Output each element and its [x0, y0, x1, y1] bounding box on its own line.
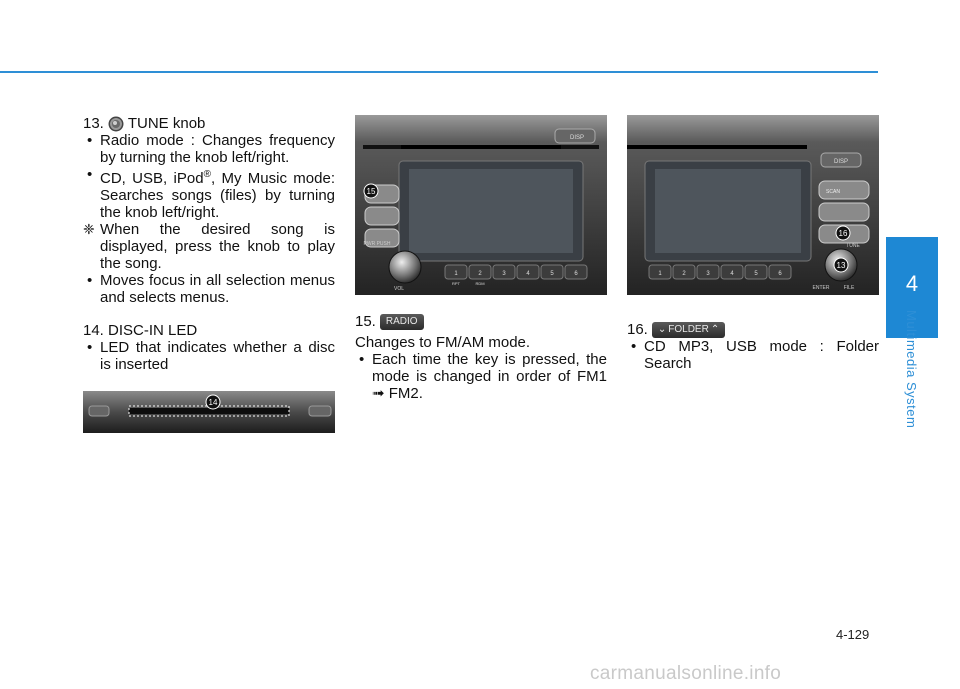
section-13-note [83, 221, 335, 272]
registered-mark: ® [203, 169, 211, 180]
column-left [83, 115, 335, 373]
note-text: When the desired song is displayed, press the knob to play the song. [100, 221, 335, 272]
column-middle [355, 313, 607, 402]
preset-r-6: 6 [778, 271, 782, 277]
chevron-down-icon: ⌄ [657, 323, 667, 335]
section-13-bullet-2 [83, 166, 335, 221]
section-14-bullet-1: • LED that indicates whether a disc is inserted [83, 339, 335, 373]
preset-5: 5 [550, 271, 554, 277]
preset-r-3: 3 [706, 271, 710, 277]
rdm-label: RDM [475, 281, 485, 286]
bullet-2-pre: CD, USB, iPod [100, 170, 204, 187]
preset-r-2: 2 [682, 271, 686, 277]
section-15-bullet-1: • Each time the key is pressed, the mode is changed in order of FM1 ➟ FM2. [355, 351, 607, 402]
head-unit-photo-right [627, 115, 879, 295]
section-14-heading: 14. DISC-IN LED [83, 322, 198, 339]
callout-13: 13 [836, 261, 846, 270]
preset-6: 6 [574, 271, 578, 277]
section-15-line: Changes to FM/AM mode. [355, 334, 531, 351]
disc-slot-photo [83, 391, 335, 433]
section-15-number: 15. [355, 313, 376, 330]
preset-r-1: 1 [658, 271, 662, 277]
preset-r-5: 5 [754, 271, 758, 277]
folder-button-badge [652, 322, 725, 338]
photo-right-tune-label: TUNE [846, 243, 860, 249]
column-right [627, 321, 879, 372]
preset-4: 4 [526, 271, 530, 277]
preset-3: 3 [502, 271, 506, 277]
section-13-title: TUNE knob [127, 115, 206, 132]
preset-r-4: 4 [730, 271, 734, 277]
volume-knob [389, 251, 421, 283]
chapter-label: Multimedia System [904, 310, 919, 429]
knob-icon [108, 116, 124, 132]
section-16-heading [627, 321, 879, 338]
callout-16: 16 [838, 229, 848, 238]
note-mark-icon: ❈ [83, 221, 95, 237]
top-rule [0, 71, 878, 73]
preset-1: 1 [454, 271, 458, 277]
photo-right-file-label: FILE [843, 285, 855, 291]
rpt-label: RPT [452, 281, 460, 286]
radio-button-badge: RADIO [380, 314, 424, 330]
section-16-number: 16. [627, 321, 648, 338]
callout-14: 14 [208, 398, 218, 407]
section-13-heading [83, 115, 335, 132]
section-13-bullet-1: • Radio mode : Changes frequency by turning the knob left/right. [83, 132, 335, 166]
photo-left-disp-label: DISP [569, 135, 585, 141]
watermark: carmanualsonline.info [590, 663, 782, 684]
section-15-heading [355, 313, 607, 330]
photo-left-power-label: PWR PUSH [363, 241, 391, 247]
bullet-2-post: , My Music mode: Searches songs (files) by turning the knob left/right. [100, 170, 335, 221]
page-number: 4-129 [836, 627, 870, 642]
photo-right-scan-label: SCAN [826, 189, 840, 195]
head-unit-photo-left [355, 115, 607, 295]
photo-right-disp-label: DISP [833, 159, 849, 165]
preset-2: 2 [478, 271, 482, 277]
folder-badge-label: FOLDER [668, 323, 709, 335]
photo-left-vol-label: VOL [393, 286, 405, 292]
chevron-up-icon: ⌃ [710, 323, 720, 335]
section-13-number: 13. [83, 115, 104, 132]
section-13-bullet-3: • Moves focus in all selection menus and selects menus. [83, 272, 335, 306]
section-16-bullet-1: • CD MP3, USB mode : Folder Search [627, 338, 879, 372]
photo-right-enter-label: ENTER [812, 285, 830, 291]
chapter-number: 4 [905, 271, 919, 296]
callout-15: 15 [366, 187, 376, 196]
